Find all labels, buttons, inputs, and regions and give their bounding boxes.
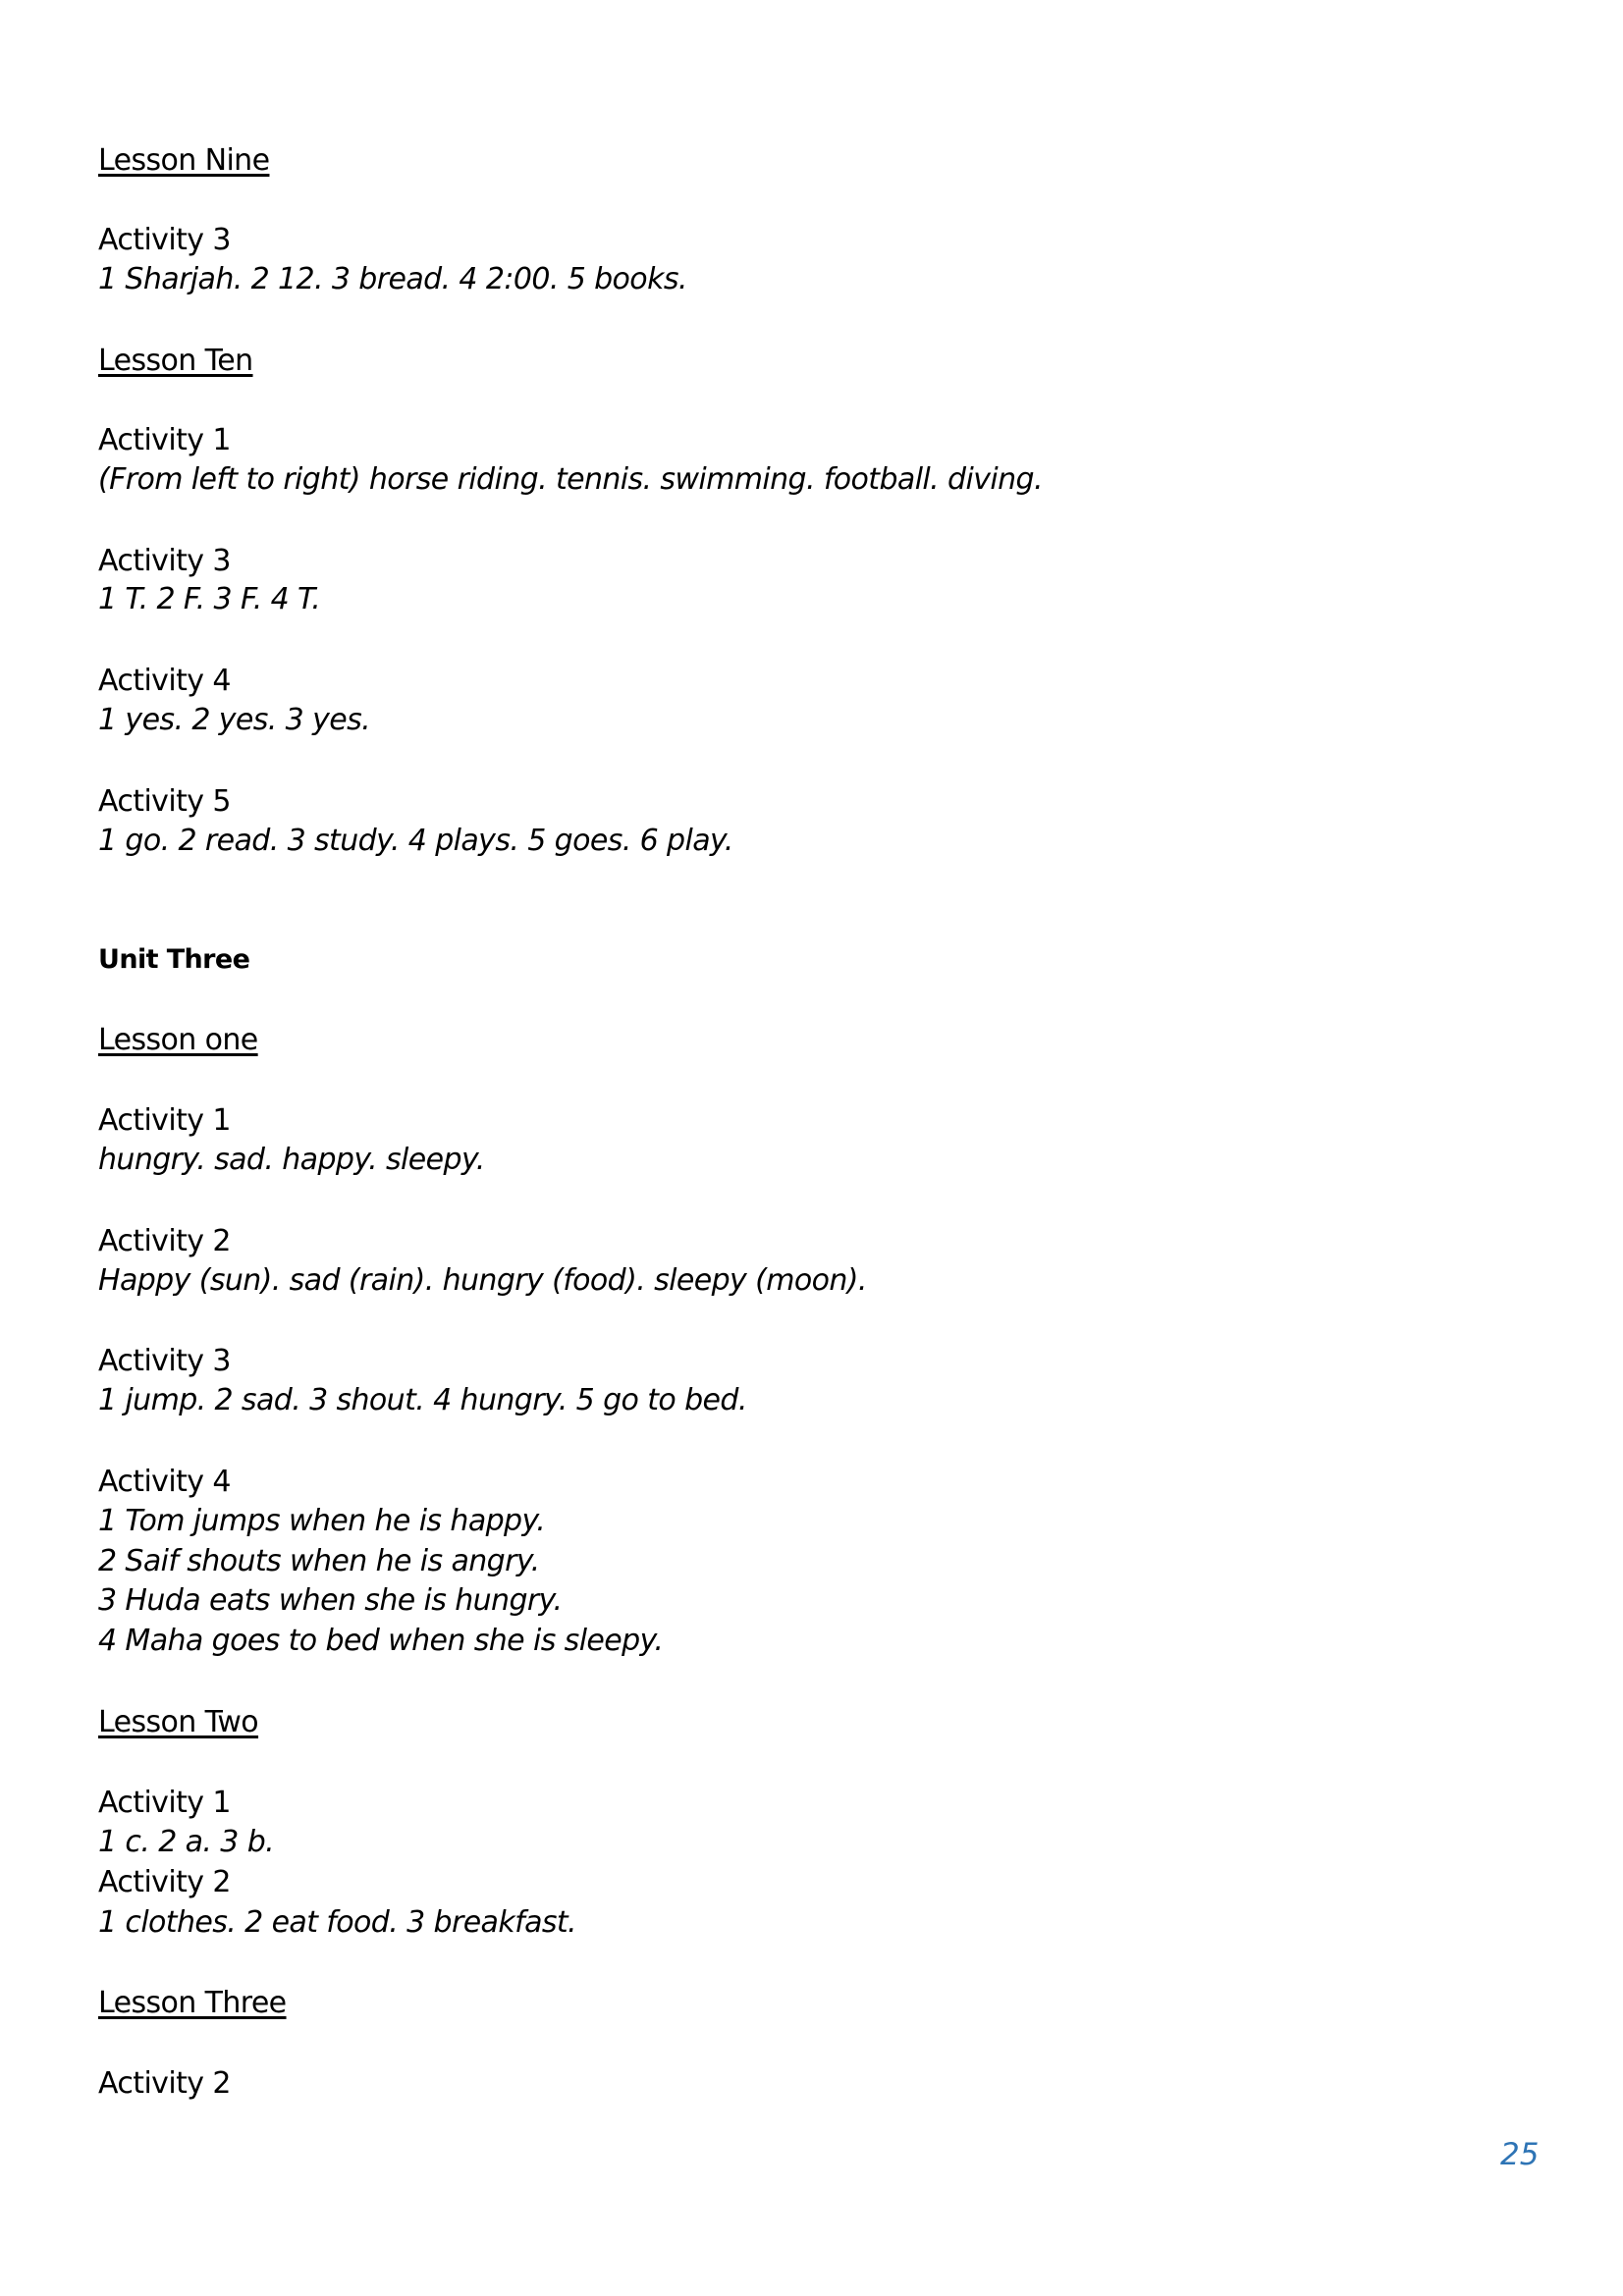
u3l1-activity-1-answer: hungry. sad. happy. sleepy. <box>98 1143 485 1177</box>
u3l1-activity-2-answer: Happy (sun). sad (rain). hungry (food). sleepy (moon). <box>98 1263 867 1298</box>
u3l1-activity-4-line: 1 Tom jumps when he is happy. <box>98 1504 546 1538</box>
u3l1-activity-4-line: 4 Maha goes to bed when she is sleepy. <box>98 1624 664 1658</box>
u3l2-activity-1-answer: 1 c. 2 a. 3 b. <box>98 1825 275 1859</box>
l10-activity-5-answer: 1 go. 2 read. 3 study. 4 plays. 5 goes. 6 play. <box>98 824 733 858</box>
u3l1-activity-4-line: 3 Huda eats when she is hungry. <box>98 1583 563 1618</box>
u3l1-activity-4-line: 2 Saif shouts when he is angry. <box>98 1544 540 1578</box>
u3l2-activity-2-title: Activity 2 <box>98 1865 231 1899</box>
u3l2-activity-2-answer: 1 clothes. 2 eat food. 3 breakfast. <box>98 1905 576 1940</box>
u3l1-activity-4-title: Activity 4 <box>98 1465 231 1499</box>
lesson-one-heading: Lesson one <box>98 1023 258 1057</box>
l10-activity-1-answer: (From left to right) horse riding. tennis. swimming. football. diving. <box>98 462 1043 497</box>
u3l2-activity-1-title: Activity 1 <box>98 1786 231 1820</box>
l10-activity-4-title: Activity 4 <box>98 664 231 698</box>
l10-activity-3-title: Activity 3 <box>98 544 231 578</box>
l10-activity-3-answer: 1 T. 2 F. 3 F. 4 T. <box>98 582 321 616</box>
u3l1-activity-2-title: Activity 2 <box>98 1224 231 1258</box>
l10-activity-4-answer: 1 yes. 2 yes. 3 yes. <box>98 703 371 737</box>
u3l3-activity-2-title: Activity 2 <box>98 2066 231 2101</box>
lesson-ten-heading: Lesson Ten <box>98 344 253 378</box>
u3l1-activity-1-title: Activity 1 <box>98 1103 231 1138</box>
l10-activity-5-title: Activity 5 <box>98 784 231 819</box>
l9-activity-3-answer: 1 Sharjah. 2 12. 3 bread. 4 2:00. 5 books. <box>98 262 687 296</box>
page-number: 25 <box>1500 2137 1540 2172</box>
u3l1-activity-3-answer: 1 jump. 2 sad. 3 shout. 4 hungry. 5 go to bed. <box>98 1383 747 1417</box>
lesson-three-heading: Lesson Three <box>98 1986 287 2020</box>
l10-activity-1-title: Activity 1 <box>98 423 231 457</box>
lesson-two-heading: Lesson Two <box>98 1705 259 1739</box>
l9-activity-3-title: Activity 3 <box>98 223 231 257</box>
unit-three-heading: Unit Three <box>98 944 250 975</box>
lesson-nine-heading: Lesson Nine <box>98 143 270 178</box>
u3l1-activity-3-title: Activity 3 <box>98 1344 231 1378</box>
